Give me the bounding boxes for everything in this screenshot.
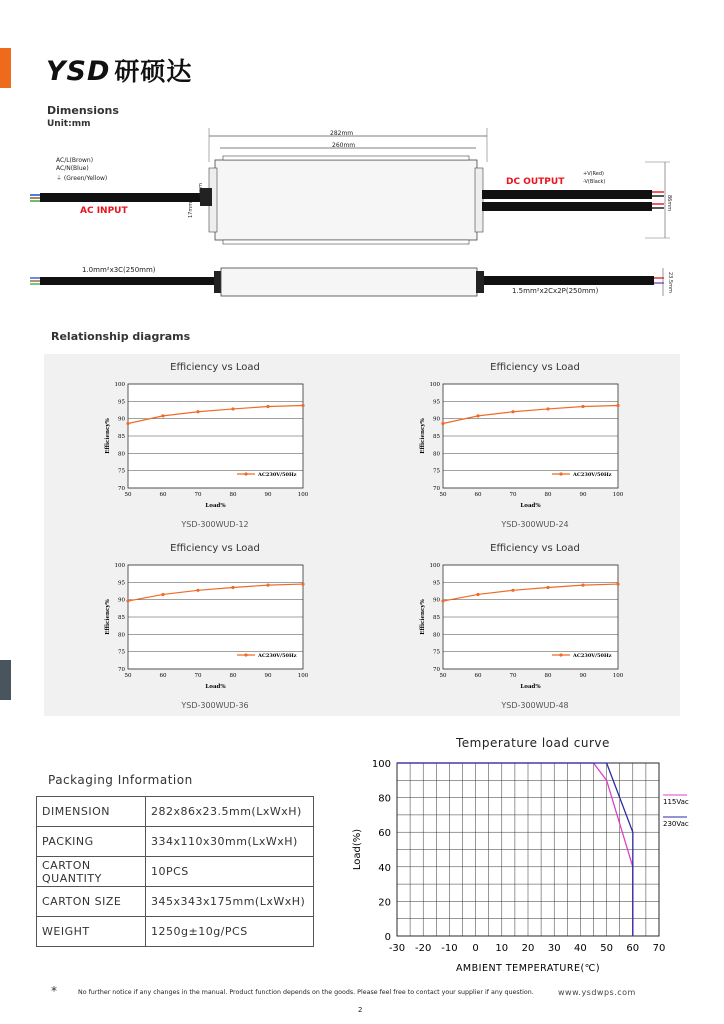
x-tick-label: 60 <box>159 673 167 679</box>
footer-website: www.ysdwps.com <box>558 988 636 997</box>
x-axis-label: Load% <box>520 503 541 509</box>
ac-label-n: AC/N(Blue) <box>56 165 89 172</box>
data-point <box>441 599 444 602</box>
table-row <box>37 917 314 947</box>
y-tick-label: 70 <box>433 486 440 492</box>
y-tick-label: 100 <box>114 382 125 388</box>
data-point <box>581 405 584 408</box>
brand-logo <box>46 52 192 88</box>
data-point <box>616 404 619 407</box>
x-tick-label: 80 <box>544 673 552 679</box>
legend-label: AC230V/50Hz <box>573 472 612 478</box>
data-point <box>511 410 514 413</box>
x-tick-label: 60 <box>626 943 640 954</box>
ground-icon: ⏚ (Green/Yellow) <box>56 175 108 182</box>
packaging-label: WEIGHT <box>37 917 146 947</box>
y-tick-label: 75 <box>433 468 440 475</box>
x-tick-label: 10 <box>495 943 509 954</box>
x-tick-label: 90 <box>579 673 587 679</box>
x-tick-label: 40 <box>574 943 587 954</box>
x-tick-label: 90 <box>579 492 587 498</box>
legend-label: AC230V/50Hz <box>573 653 612 659</box>
packaging-value: 10PCS <box>146 857 314 887</box>
packaging-label: CARTON QUANTITY <box>37 857 146 887</box>
width-label: 86mm <box>666 195 672 212</box>
y-tick-label: 95 <box>118 399 125 406</box>
y-tick-label: 80 <box>378 793 391 805</box>
height-label: 23.5mm <box>667 272 673 293</box>
dc-label-neg: -V(Black) <box>583 179 606 185</box>
x-tick-label: 90 <box>264 673 272 679</box>
ac-cable-label: 1.0mm²x3C(250mm) <box>82 266 156 274</box>
x-tick-label: 70 <box>509 673 517 679</box>
eff-plot-3 <box>95 559 315 699</box>
legend-marker <box>244 653 247 656</box>
packaging-label: DIMENSION <box>37 797 146 827</box>
relationship-title: Relationship diagrams <box>51 330 191 343</box>
x-tick-label: 80 <box>229 492 237 498</box>
eff-chart-model: YSD-300WUD-12 <box>181 520 249 529</box>
x-tick-label: 50 <box>124 492 132 498</box>
temperature-chart <box>345 755 705 980</box>
y-tick-label: 95 <box>118 580 125 587</box>
y-tick-label: 95 <box>433 580 440 587</box>
y-tick-label: 80 <box>433 632 440 639</box>
x-tick-label: 80 <box>544 492 552 498</box>
section-tab-orange <box>0 48 11 88</box>
footer-star: * <box>51 984 57 998</box>
eff-plot-4 <box>410 559 630 699</box>
data-point <box>441 422 444 425</box>
ac-label-ground: (Green/Yellow) <box>63 175 108 182</box>
ac-label-l: AC/L(Brown) <box>56 157 94 164</box>
x-tick-label: -30 <box>388 943 406 954</box>
legend-marker <box>244 472 247 475</box>
eff-plot-2 <box>410 378 630 518</box>
x-tick-label: 100 <box>297 673 309 679</box>
y-tick-label: 70 <box>118 667 125 673</box>
y-axis-label: Load(%) <box>352 828 363 871</box>
legend-marker <box>559 472 562 475</box>
y-tick-label: 90 <box>433 597 440 604</box>
y-tick-label: 85 <box>118 434 125 440</box>
y-tick-label: 40 <box>378 862 391 874</box>
data-point <box>546 586 549 589</box>
x-axis-label: Load% <box>205 684 226 690</box>
data-point <box>196 410 199 413</box>
data-point <box>616 582 619 585</box>
x-tick-label: 70 <box>194 673 202 679</box>
y-tick-label: 75 <box>118 649 125 656</box>
table-row <box>37 827 314 857</box>
dimensions-unit: Unit:mm <box>47 119 91 129</box>
data-point <box>476 593 479 596</box>
packaging-label: CARTON SIZE <box>37 887 146 917</box>
y-tick-label: 100 <box>114 563 125 569</box>
eff-chart-model: YSD-300WUD-48 <box>501 701 569 710</box>
x-tick-label: 100 <box>612 492 624 498</box>
y-tick-label: 70 <box>118 486 125 492</box>
eff-chart-model: YSD-300WUD-36 <box>181 701 249 710</box>
data-point <box>126 599 129 602</box>
packaging-value: 1250g±10g/PCS <box>146 917 314 947</box>
footer-note: No further notice if any changes in the manual. Product function depends on the goods. Please feel free to contact your supplier if any question. <box>78 989 534 996</box>
y-tick-label: 85 <box>433 615 440 621</box>
x-tick-label: 20 <box>521 943 535 954</box>
x-tick-label: 50 <box>600 943 613 954</box>
y-tick-label: 90 <box>118 597 125 604</box>
y-axis-label: Efficiency% <box>105 418 111 454</box>
y-tick-label: 100 <box>371 759 391 770</box>
x-tick-label: 70 <box>509 492 517 498</box>
logo-cn: 研硕达 <box>114 57 193 86</box>
temperature-title: Temperature load curve <box>456 736 610 750</box>
eff-chart-title: Efficiency vs Load <box>170 362 260 373</box>
eff-chart-title: Efficiency vs Load <box>490 543 580 554</box>
x-axis-label: Load% <box>205 503 226 509</box>
legend-label: AC230V/50Hz <box>258 472 297 478</box>
x-tick-label: 90 <box>264 492 272 498</box>
eff-chart-4 <box>435 543 635 554</box>
eff-plot-1 <box>95 378 315 518</box>
table-row <box>37 887 314 917</box>
x-tick-label: 50 <box>439 673 447 679</box>
section-tab-gray <box>0 660 11 700</box>
y-tick-label: 80 <box>433 451 440 458</box>
data-point <box>546 407 549 410</box>
eff-chart-1 <box>115 362 315 373</box>
table-row <box>37 797 314 827</box>
data-point <box>231 586 234 589</box>
data-point <box>266 584 269 587</box>
eff-chart-title: Efficiency vs Load <box>170 543 260 554</box>
y-tick-label: 75 <box>118 468 125 475</box>
page-number: 2 <box>358 1006 363 1014</box>
y-axis-label: Efficiency% <box>420 418 426 454</box>
legend-label: 230Vac <box>663 820 689 828</box>
legend-marker <box>559 653 562 656</box>
y-tick-label: 90 <box>118 416 125 423</box>
x-tick-label: 50 <box>124 673 132 679</box>
x-tick-label: -10 <box>441 943 458 954</box>
dc-label-pos: +V(Red) <box>583 171 605 177</box>
x-tick-label: 100 <box>297 492 309 498</box>
data-point <box>581 584 584 587</box>
packaging-value: 334x110x30mm(LxWxH) <box>146 827 314 857</box>
logo-text: YSD <box>46 56 111 87</box>
packaging-label: PACKING <box>37 827 146 857</box>
eff-chart-model: YSD-300WUD-24 <box>501 520 569 529</box>
packaging-value: 345x343x175mm(LxWxH) <box>146 887 314 917</box>
x-tick-label: 60 <box>474 492 482 498</box>
dc-cable-label: 1.5mm²x2Cx2P(250mm) <box>512 287 599 295</box>
packaging-table <box>36 796 314 947</box>
y-axis-label: Efficiency% <box>105 599 111 635</box>
data-point <box>126 422 129 425</box>
x-tick-label: 0 <box>472 943 479 954</box>
x-tick-label: 70 <box>194 492 202 498</box>
x-tick-label: 50 <box>439 492 447 498</box>
body-length: 260mm <box>332 142 356 149</box>
y-tick-label: 80 <box>118 451 125 458</box>
y-tick-label: 20 <box>378 897 391 909</box>
y-tick-label: 85 <box>118 615 125 621</box>
y-axis-label: Efficiency% <box>420 599 426 635</box>
data-point <box>161 414 164 417</box>
dc-output-label: DC OUTPUT <box>506 177 565 187</box>
eff-chart-title: Efficiency vs Load <box>490 362 580 373</box>
eff-chart-2 <box>435 362 635 373</box>
side-label: 17mm <box>188 201 194 218</box>
data-point <box>196 589 199 592</box>
y-tick-label: 80 <box>118 632 125 639</box>
y-tick-label: 100 <box>429 563 440 569</box>
y-tick-label: 85 <box>433 434 440 440</box>
data-point <box>301 404 304 407</box>
data-point <box>161 593 164 596</box>
overall-length: 282mm <box>330 130 354 137</box>
packaging-title: Packaging Information <box>48 773 193 787</box>
x-axis-label: Load% <box>520 684 541 690</box>
x-tick-label: 80 <box>229 673 237 679</box>
y-tick-label: 90 <box>433 416 440 423</box>
x-tick-label: 100 <box>612 673 624 679</box>
x-tick-label: 60 <box>474 673 482 679</box>
ac-input-label: AC INPUT <box>80 206 128 216</box>
y-tick-label: 95 <box>433 399 440 406</box>
y-tick-label: 0 <box>384 932 391 943</box>
data-point <box>301 582 304 585</box>
packaging-value: 282x86x23.5mm(LxWxH) <box>146 797 314 827</box>
hole-label: 5mm <box>198 183 204 196</box>
y-tick-label: 75 <box>433 649 440 656</box>
data-point <box>476 414 479 417</box>
y-tick-label: 70 <box>433 667 440 673</box>
x-tick-label: -20 <box>415 943 432 954</box>
y-tick-label: 60 <box>378 828 391 840</box>
eff-chart-3 <box>115 543 315 554</box>
x-tick-label: 70 <box>652 943 666 954</box>
data-point <box>231 407 234 410</box>
dimensions-title: Dimensions <box>47 104 119 117</box>
legend-label: 115Vac <box>663 798 689 806</box>
x-axis-label: AMBIENT TEMPERATURE(℃) <box>455 963 601 974</box>
data-point <box>511 589 514 592</box>
dimension-drawing <box>30 120 690 305</box>
table-row <box>37 857 314 887</box>
x-tick-label: 60 <box>159 492 167 498</box>
data-point <box>266 405 269 408</box>
y-tick-label: 100 <box>429 382 440 388</box>
x-tick-label: 30 <box>547 943 561 954</box>
legend-label: AC230V/50Hz <box>258 653 297 659</box>
